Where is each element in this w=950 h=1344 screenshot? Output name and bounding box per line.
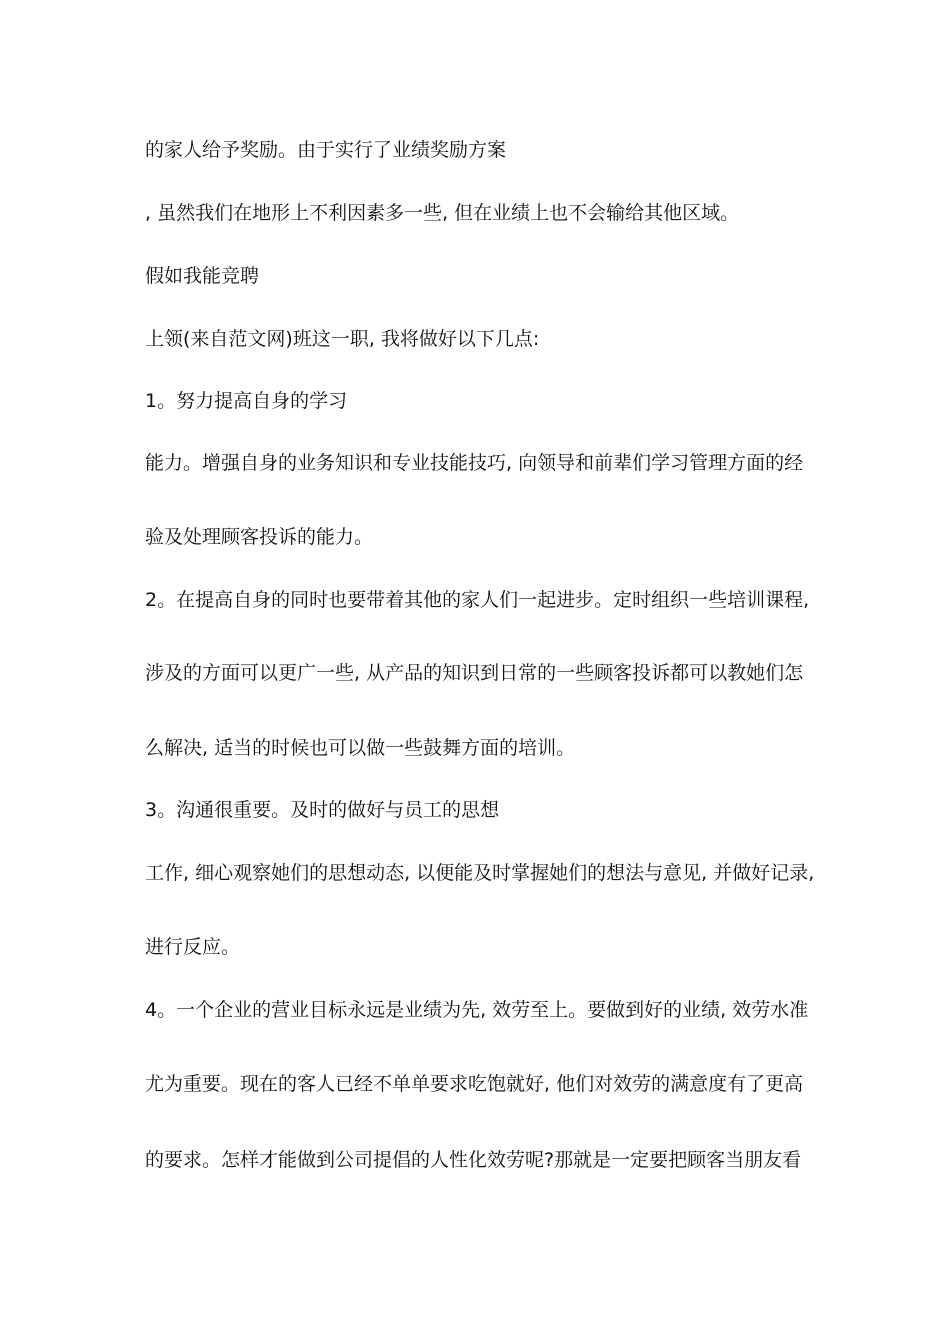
paragraph-line: 进行反应。 [145, 936, 241, 958]
paragraph-line: , 虽然我们在地形上不利因素多一些, 但在业绩上也不会输给其他区域。 [145, 202, 740, 224]
paragraph-line: 能力。增强自身的业务知识和专业技能技巧, 向领导和前辈们学习管理方面的经 [145, 452, 804, 474]
paragraph-line: 验及处理顾客投诉的能力。 [145, 526, 374, 548]
paragraph-line: 尤为重要。现在的客人已经不单单要求吃饱就好, 他们对效劳的满意度有了更高 [145, 1073, 804, 1095]
paragraph-line: 工作, 细心观察她们的思想动态, 以便能及时掌握她们的想法与意见, 并做好记录, [145, 862, 815, 884]
paragraph-line: 的要求。怎样才能做到公司提倡的人性化效劳呢?那就是一定要把顾客当朋友看 [145, 1149, 802, 1171]
paragraph-line: 涉及的方面可以更广一些, 从产品的知识到日常的一些顾客投诉都可以教她们怎 [145, 662, 804, 684]
list-item-line: 1。努力提高自身的学习 [145, 390, 348, 412]
list-item-line: 3。沟通很重要。及时的做好与员工的思想 [145, 799, 500, 821]
list-item-line: 2。在提高自身的同时也要带着其他的家人们一起进步。定时组织一些培训课程, [145, 589, 810, 611]
paragraph-line: 上领(来自范文网)班这一职, 我将做好以下几点: [145, 328, 540, 350]
list-item-line: 4。一个企业的营业目标永远是业绩为先, 效劳至上。要做到好的业绩, 效劳水准 [145, 999, 809, 1021]
paragraph-line: 的家人给予奖励。由于实行了业绩奖励方案 [145, 139, 507, 161]
paragraph-line: 假如我能竞聘 [145, 265, 260, 287]
paragraph-line: 么解决, 适当的时候也可以做一些鼓舞方面的培训。 [145, 737, 576, 759]
